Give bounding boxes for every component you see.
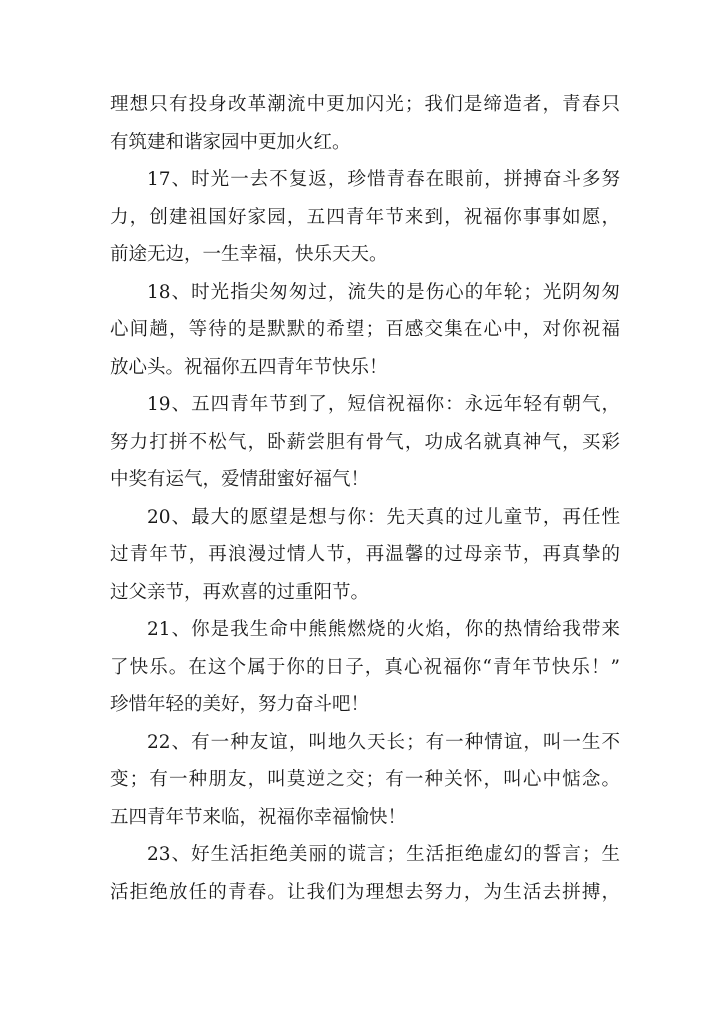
text-line: 过父亲节，再欢喜的过重阳节。 xyxy=(110,581,370,603)
paragraph xyxy=(110,274,620,387)
text-line: 前途无边，一生幸福，快乐天天。 xyxy=(110,244,388,265)
text-line: 努力打拼不松气，卧薪尝胆有骨气，功成名就真神气，买彩 xyxy=(110,431,620,453)
text-line: 中奖有运气，爱情甜蜜好福气！ xyxy=(110,469,370,490)
text-line: 23、好生活拒绝美丽的谎言；生活拒绝虚幻的誓言；生 xyxy=(147,844,620,865)
text-line: 珍惜年轻的美好，努力奋斗吧！ xyxy=(110,694,370,715)
text-line: 活拒绝放任的青春。让我们为理想去努力，为生活去拼搏， xyxy=(110,881,620,903)
paragraph xyxy=(110,386,620,499)
text-line: 21、你是我生命中熊熊燃烧的火焰，你的热情给我带来 xyxy=(147,619,620,640)
paragraph xyxy=(110,499,620,612)
text-line: 理想只有投身改革潮流中更加闪光；我们是缔造者，青春只 xyxy=(110,94,620,115)
text-line: 放心头。祝福你五四青年节快乐！ xyxy=(110,356,388,378)
text-line: 有筑建和谐家园中更加火红。 xyxy=(110,131,351,153)
text-line: 过青年节，再浪漫过情人节，再温馨的过母亲节，再真挚的 xyxy=(110,544,620,565)
text-line: 19、五四青年节到了，短信祝福你：永远年轻有朝气， xyxy=(147,394,620,415)
document-body xyxy=(110,86,620,911)
paragraph xyxy=(110,161,620,274)
text-line: 力，创建祖国好家园，五四青年节来到，祝福你事事如愿， xyxy=(110,206,620,228)
text-line: 五四青年节来临，祝福你幸福愉快！ xyxy=(110,806,407,828)
paragraph xyxy=(110,611,620,724)
paragraph xyxy=(110,836,620,911)
text-line: 18、时光指尖匆匆过，流失的是伤心的年轮；光阴匆匆 xyxy=(147,281,620,303)
text-line: 了快乐。在这个属于你的日子，真心祝福你“青年节快乐！” xyxy=(110,656,620,678)
text-line: 22、有一种友谊，叫地久天长；有一种情谊，叫一生不 xyxy=(147,731,620,753)
text-line: 17、时光一去不复返，珍惜青春在眼前，拼搏奋斗多努 xyxy=(147,169,620,190)
paragraph xyxy=(110,86,620,161)
text-line: 20、最大的愿望是想与你：先天真的过儿童节，再任性 xyxy=(147,506,620,528)
paragraph xyxy=(110,724,620,837)
text-line: 心间趟，等待的是默默的希望；百感交集在心中，对你祝福 xyxy=(110,319,620,340)
text-line: 变；有一种朋友，叫莫逆之交；有一种关怀，叫心中惦念。 xyxy=(110,769,620,790)
